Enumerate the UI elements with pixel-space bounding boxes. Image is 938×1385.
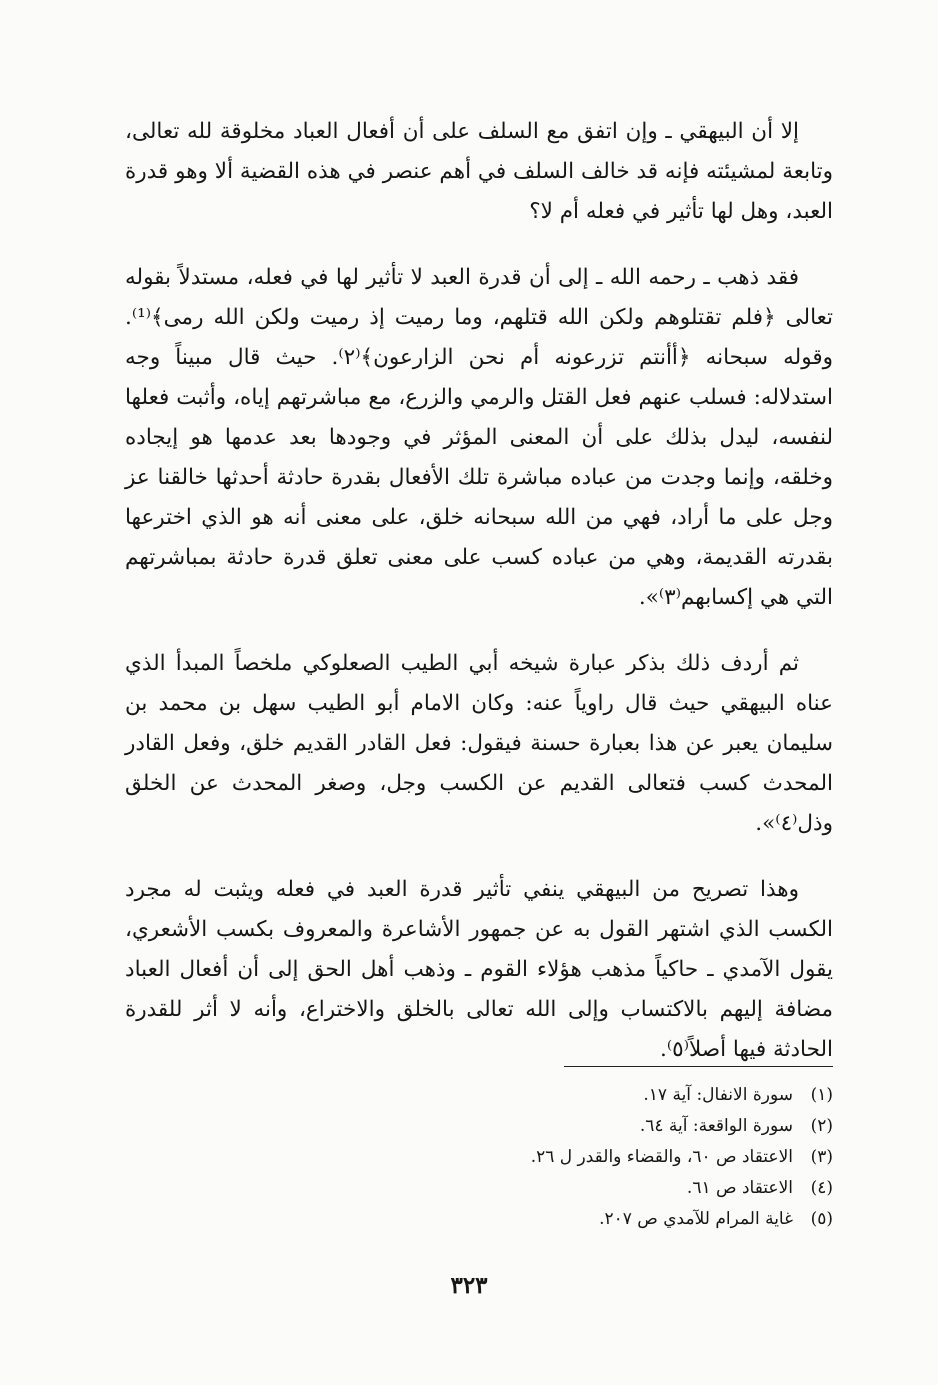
footnote-number: (٢) [810, 1116, 833, 1136]
footnote-number: (٥) [810, 1209, 833, 1229]
footnote-text: سورة الواقعة: آية ٦٤. [639, 1116, 793, 1136]
paragraph-1: إلا أن البيهقي ـ وإن اتفق مع السلف على أن أفعال العباد مخلوقة لله تعالى، وتابعة لمشيئته فإنه قد خالف السلف في أهم عنصر في هذه القضية ألا وهو قدرة العبد، وهل لها تأثير في فعله أم لا؟ [125, 119, 833, 224]
footnote-text: الاعتقاد ص ٦١. [686, 1178, 793, 1198]
paragraph-2: فقد ذهب ـ رحمه الله ـ إلى أن قدرة العبد لا تأثير لها في فعله، مستدلاً بقوله تعالى ﴿فلم تقتلوهم ولكن الله قتلهم، وما رميت إذ رميت ولكن الله رمى﴾⁽¹⁾. وقوله سبحانه ﴿أأنتم تزرعونه أم نحن الزارعون﴾⁽٢⁾. حيث قال مبيناً وجه استدلاله: فسلب عنهم فعل القتل والرمي والزرع، مع مباشرتهم إياه، وأثبت فعلها لنفسه، ليدل بذلك على أن المعنى المؤثر في وجودها بعد عدمها هو إيجاده وخلقه، وإنما وجدت من عباده مباشرة تلك الأفعال بقدرة حادثة أحدثها خالقنا عز وجل على ما أراد، فهي من الله سبحانه خلق، على معنى أنه هو الذي اخترعها بقدرته القديمة، وهي من عباده كسب على معنى تعلق قدرة حادثة بمباشرتهم التي هي إكسابهم⁽٣⁾». [125, 265, 833, 610]
footnote-item [125, 1142, 833, 1173]
footnotes [125, 1080, 833, 1235]
paragraph-3: ثم أردف ذلك بذكر عبارة شيخه أبي الطيب الصعلوكي ملخصاً المبدأ الذي عناه البيهقي حيث قال راوياً عنه: وكان الامام أبو الطيب سهل بن محمد بن سليمان يعبر عن هذا بعبارة حسنة فيقول: فعل القادر القديم خلق، وفعل القادر المحدث كسب فتعالى القديم عن الكسب وجل، وصغر المحدث عن الخلق وذل⁽٤⁾». [125, 651, 833, 836]
footnote-text: سورة الانفال: آية ١٧. [643, 1085, 793, 1105]
footnote-number: (١) [810, 1085, 833, 1105]
footnote-text: الاعتقاد ص ٦٠، والقضاء والقدر ل ٢٦. [530, 1147, 793, 1167]
footnote-item [125, 1204, 833, 1235]
main-text [125, 112, 833, 1070]
page-number: ٣٢٣ [450, 1272, 488, 1299]
footnote-number: (٣) [810, 1147, 833, 1167]
footnote-item [125, 1111, 833, 1142]
footnote-text: غاية المرام للآمدي ص ٢٠٧. [599, 1209, 793, 1229]
paragraph-4: وهذا تصريح من البيهقي ينفي تأثير قدرة العبد في فعله ويثبت له مجرد الكسب الذي اشتهر القول به عن جمهور الأشاعرة والمعروف بكسب الأشعري، يقول الآمدي ـ حاكياً مذهب هؤلاء القوم ـ وذهب أهل الحق إلى أن أفعال العباد مضافة إليهم بالاكتساب وإلى الله تعالى بالخلق والاختراع، وأنه لا أثر للقدرة الحادثة فيها أصلاً⁽٥⁾. [125, 877, 833, 1062]
footnote-item [125, 1080, 833, 1111]
footnote-number: (٤) [810, 1178, 833, 1198]
footnote-divider [564, 1066, 833, 1067]
footnote-item [125, 1173, 833, 1204]
